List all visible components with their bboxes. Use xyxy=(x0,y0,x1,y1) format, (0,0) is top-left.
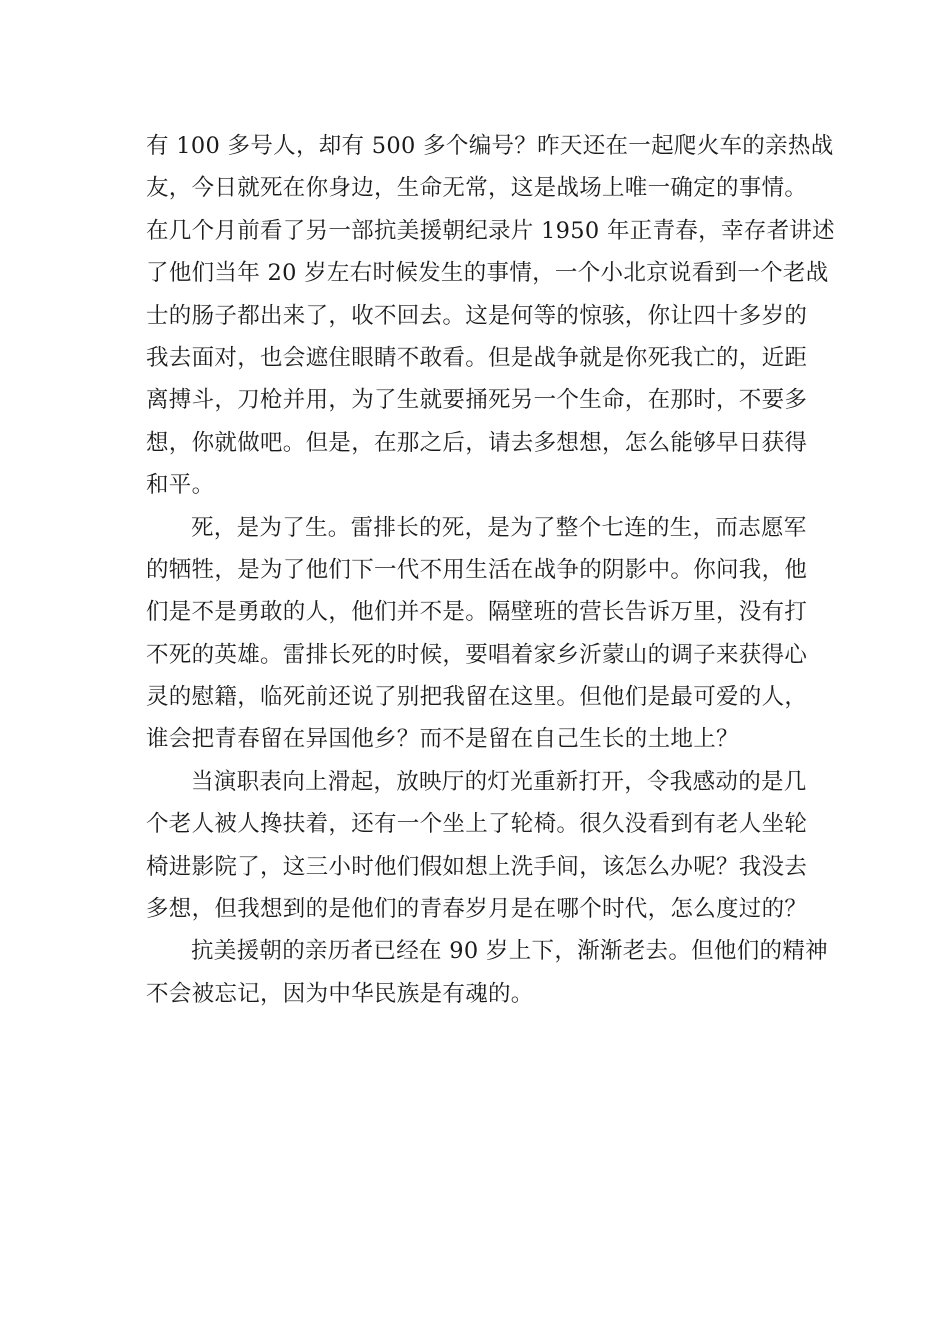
text-line-indented: 死，是为了生。雷排长的死，是为了整个七连的生，而志愿军 xyxy=(191,514,807,541)
text-line-indented: 当演职表向上滑起，放映厅的灯光重新打开，令我感动的是几 xyxy=(191,768,807,795)
body-text xyxy=(146,125,835,1015)
paragraph-3 xyxy=(146,761,826,931)
paragraph-1 xyxy=(146,125,835,507)
text-line: 灵的慰籍，临死前还说了别把我留在这里。但他们是最可爱的人， xyxy=(146,684,808,711)
text-line: 我去面对，也会遮住眼睛不敢看。但是战争就是你死我亡的，近距 xyxy=(146,344,808,371)
text-line: 个老人被人搀扶着，还有一个坐上了轮椅。很久没看到有老人坐轮 xyxy=(146,811,808,838)
text-line: 友，今日就死在你身边，生命无常，这是战场上唯一确定的事情。 xyxy=(146,175,808,202)
paragraph-4 xyxy=(146,930,826,1015)
text-line: 不死的英雄。雷排长死的时候，要唱着家乡沂蒙山的调子来获得心 xyxy=(146,641,808,668)
text-line-indented: 抗美援朝的亲历者已经在 90 岁上下，渐渐老去。但他们的精神 xyxy=(191,938,828,965)
text-line: 想，你就做吧。但是，在那之后，请去多想想，怎么能够早日获得 xyxy=(146,429,808,456)
text-line: 谁会把青春留在异国他乡？而不是留在自己生长的土地上？ xyxy=(146,726,739,753)
text-line: 离搏斗，刀枪并用，为了生就要捅死另一个生命，在那时，不要多 xyxy=(146,387,808,414)
text-line: 椅进影院了，这三小时他们假如想上洗手间，该怎么办呢？我没去 xyxy=(146,853,808,880)
text-line: 士的肠子都出来了，收不回去。这是何等的惊骇，你让四十多岁的 xyxy=(146,302,808,329)
text-line: 的牺牲，是为了他们下一代不用生活在战争的阴影中。你问我，他 xyxy=(146,556,808,583)
text-line: 和平。 xyxy=(146,472,215,499)
text-line: 在几个月前看了另一部抗美援朝纪录片 1950 年正青春，幸存者讲述 xyxy=(146,217,835,244)
text-line: 多想，但我想到的是他们的青春岁月是在哪个时代，怎么度过的？ xyxy=(146,896,808,923)
text-line: 有 100 多号人，却有 500 多个编号？昨天还在一起爬火车的亲热战 xyxy=(146,133,834,159)
text-line: 们是不是勇敢的人，他们并不是。隔壁班的营长告诉万里，没有打 xyxy=(146,599,808,626)
text-line: 了他们当年 20 岁左右时候发生的事情，一个小北京说看到一个老战 xyxy=(146,260,829,287)
text-line: 不会被忘记，因为中华民族是有魂的。 xyxy=(146,980,534,1007)
paragraph-2 xyxy=(146,507,826,761)
